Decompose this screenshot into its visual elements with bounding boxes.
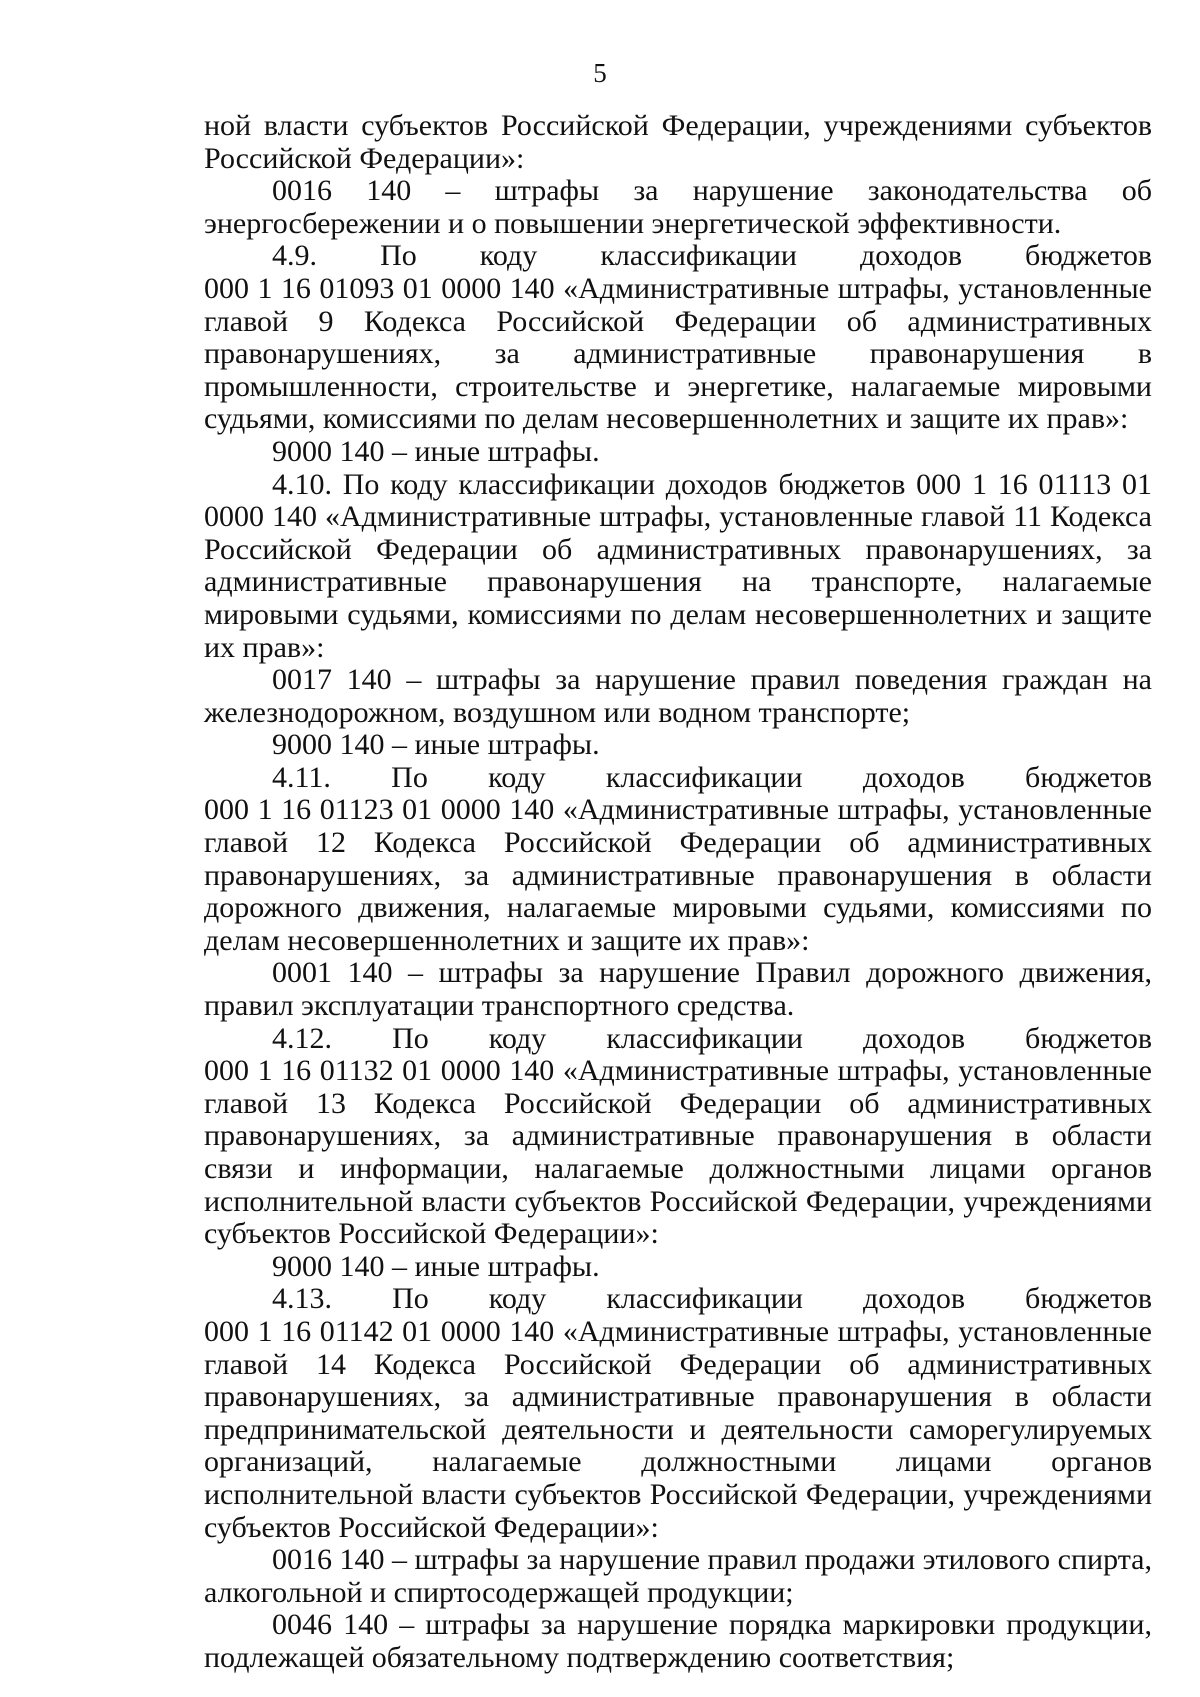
paragraph-9: 4.11. По коду классификации доходов бюджетов xyxy=(272,760,1152,794)
paragraph-12: 4.12. По коду классификации доходов бюджетов xyxy=(272,1021,1152,1055)
paragraph-17: 0016 140 – штрафы за нарушение правил продажи этилового спирта, алкогольной и спиртосодержащей продукции; xyxy=(204,1543,1152,1609)
paragraph-8: 9000 140 – иные штрафы. xyxy=(272,728,600,762)
page-number: 5 xyxy=(593,58,607,88)
paragraph-18: 0046 140 – штрафы за нарушение порядка маркировки продукции, подлежащей обязательному подтверждению соответствия; xyxy=(204,1608,1152,1674)
paragraph-1: ной власти субъектов Российской Федерации, учреждениями субъектов Российской Федерации»: xyxy=(204,109,1152,175)
paragraph-14: 9000 140 – иные штрафы. xyxy=(272,1249,600,1283)
paragraph-10: 000 1 16 01123 01 0000 140 «Административные штрафы, установленные главой 12 Кодекса Российской Федерации об административных правонарушениях, за административные правонарушения в области дорожного движения, налагаемые мировыми судьями, комиссиями по делам несовершеннолетних и защите их прав»: xyxy=(204,793,1152,957)
paragraph-15: 4.13. По коду классификации доходов бюджетов xyxy=(272,1282,1152,1316)
paragraph-5: 9000 140 – иные штрафы. xyxy=(272,434,600,468)
paragraph-4: 000 1 16 01093 01 0000 140 «Административные штрафы, установленные главой 9 Кодекса Российской Федерации об административных правонарушениях, за административные правонарушения в промышленности, строительстве и энергетике, налагаемые мировыми судьями, комиссиями по делам несовершеннолетних и защите их прав»: xyxy=(204,271,1152,436)
paragraph-16: 000 1 16 01142 01 0000 140 «Административные штрафы, установленные главой 14 Кодекса Российской Федерации об административных правонарушениях, за административные правонарушения в области предпринимательской деятельности и деятельности саморегулируемых организаций, налагаемые должностными лицами органов исполнительной власти субъектов Российской Федерации, учреждениями субъектов Российской Федерации»: xyxy=(204,1314,1152,1544)
paragraph-13: 000 1 16 01132 01 0000 140 «Административные штрафы, установленные главой 13 Кодекса Российской Федерации об административных правонарушениях, за административные правонарушения в области связи и информации, налагаемые должностными лицами органов исполнительной власти субъектов Российской Федерации, учреждениями субъектов Российской Федерации»: xyxy=(204,1054,1152,1251)
paragraph-2: 0016 140 – штрафы за нарушение законодательства об энергосбережении и о повышении энергетической эффективности. xyxy=(204,174,1152,240)
paragraph-7: 0017 140 – штрафы за нарушение правил поведения граждан на железнодорожном, воздушном или водном транспорте; xyxy=(204,663,1152,729)
paragraph-6: 4.10. По коду классификации доходов бюджетов 000 1 16 01113 01 0000 140 «Административные штрафы, установленные главой 11 Кодекса Российской Федерации об административных правонарушениях, за административные правонарушения на транспорте, налагаемые мировыми судьями, комиссиями по делам несовершеннолетних и защите их прав»: xyxy=(204,467,1152,664)
paragraph-11: 0001 140 – штрафы за нарушение Правил дорожного движения, правил эксплуатации транспортного средства. xyxy=(204,956,1152,1023)
paragraph-3: 4.9. По коду классификации доходов бюджетов xyxy=(272,239,1152,273)
document-body xyxy=(204,110,1152,1675)
